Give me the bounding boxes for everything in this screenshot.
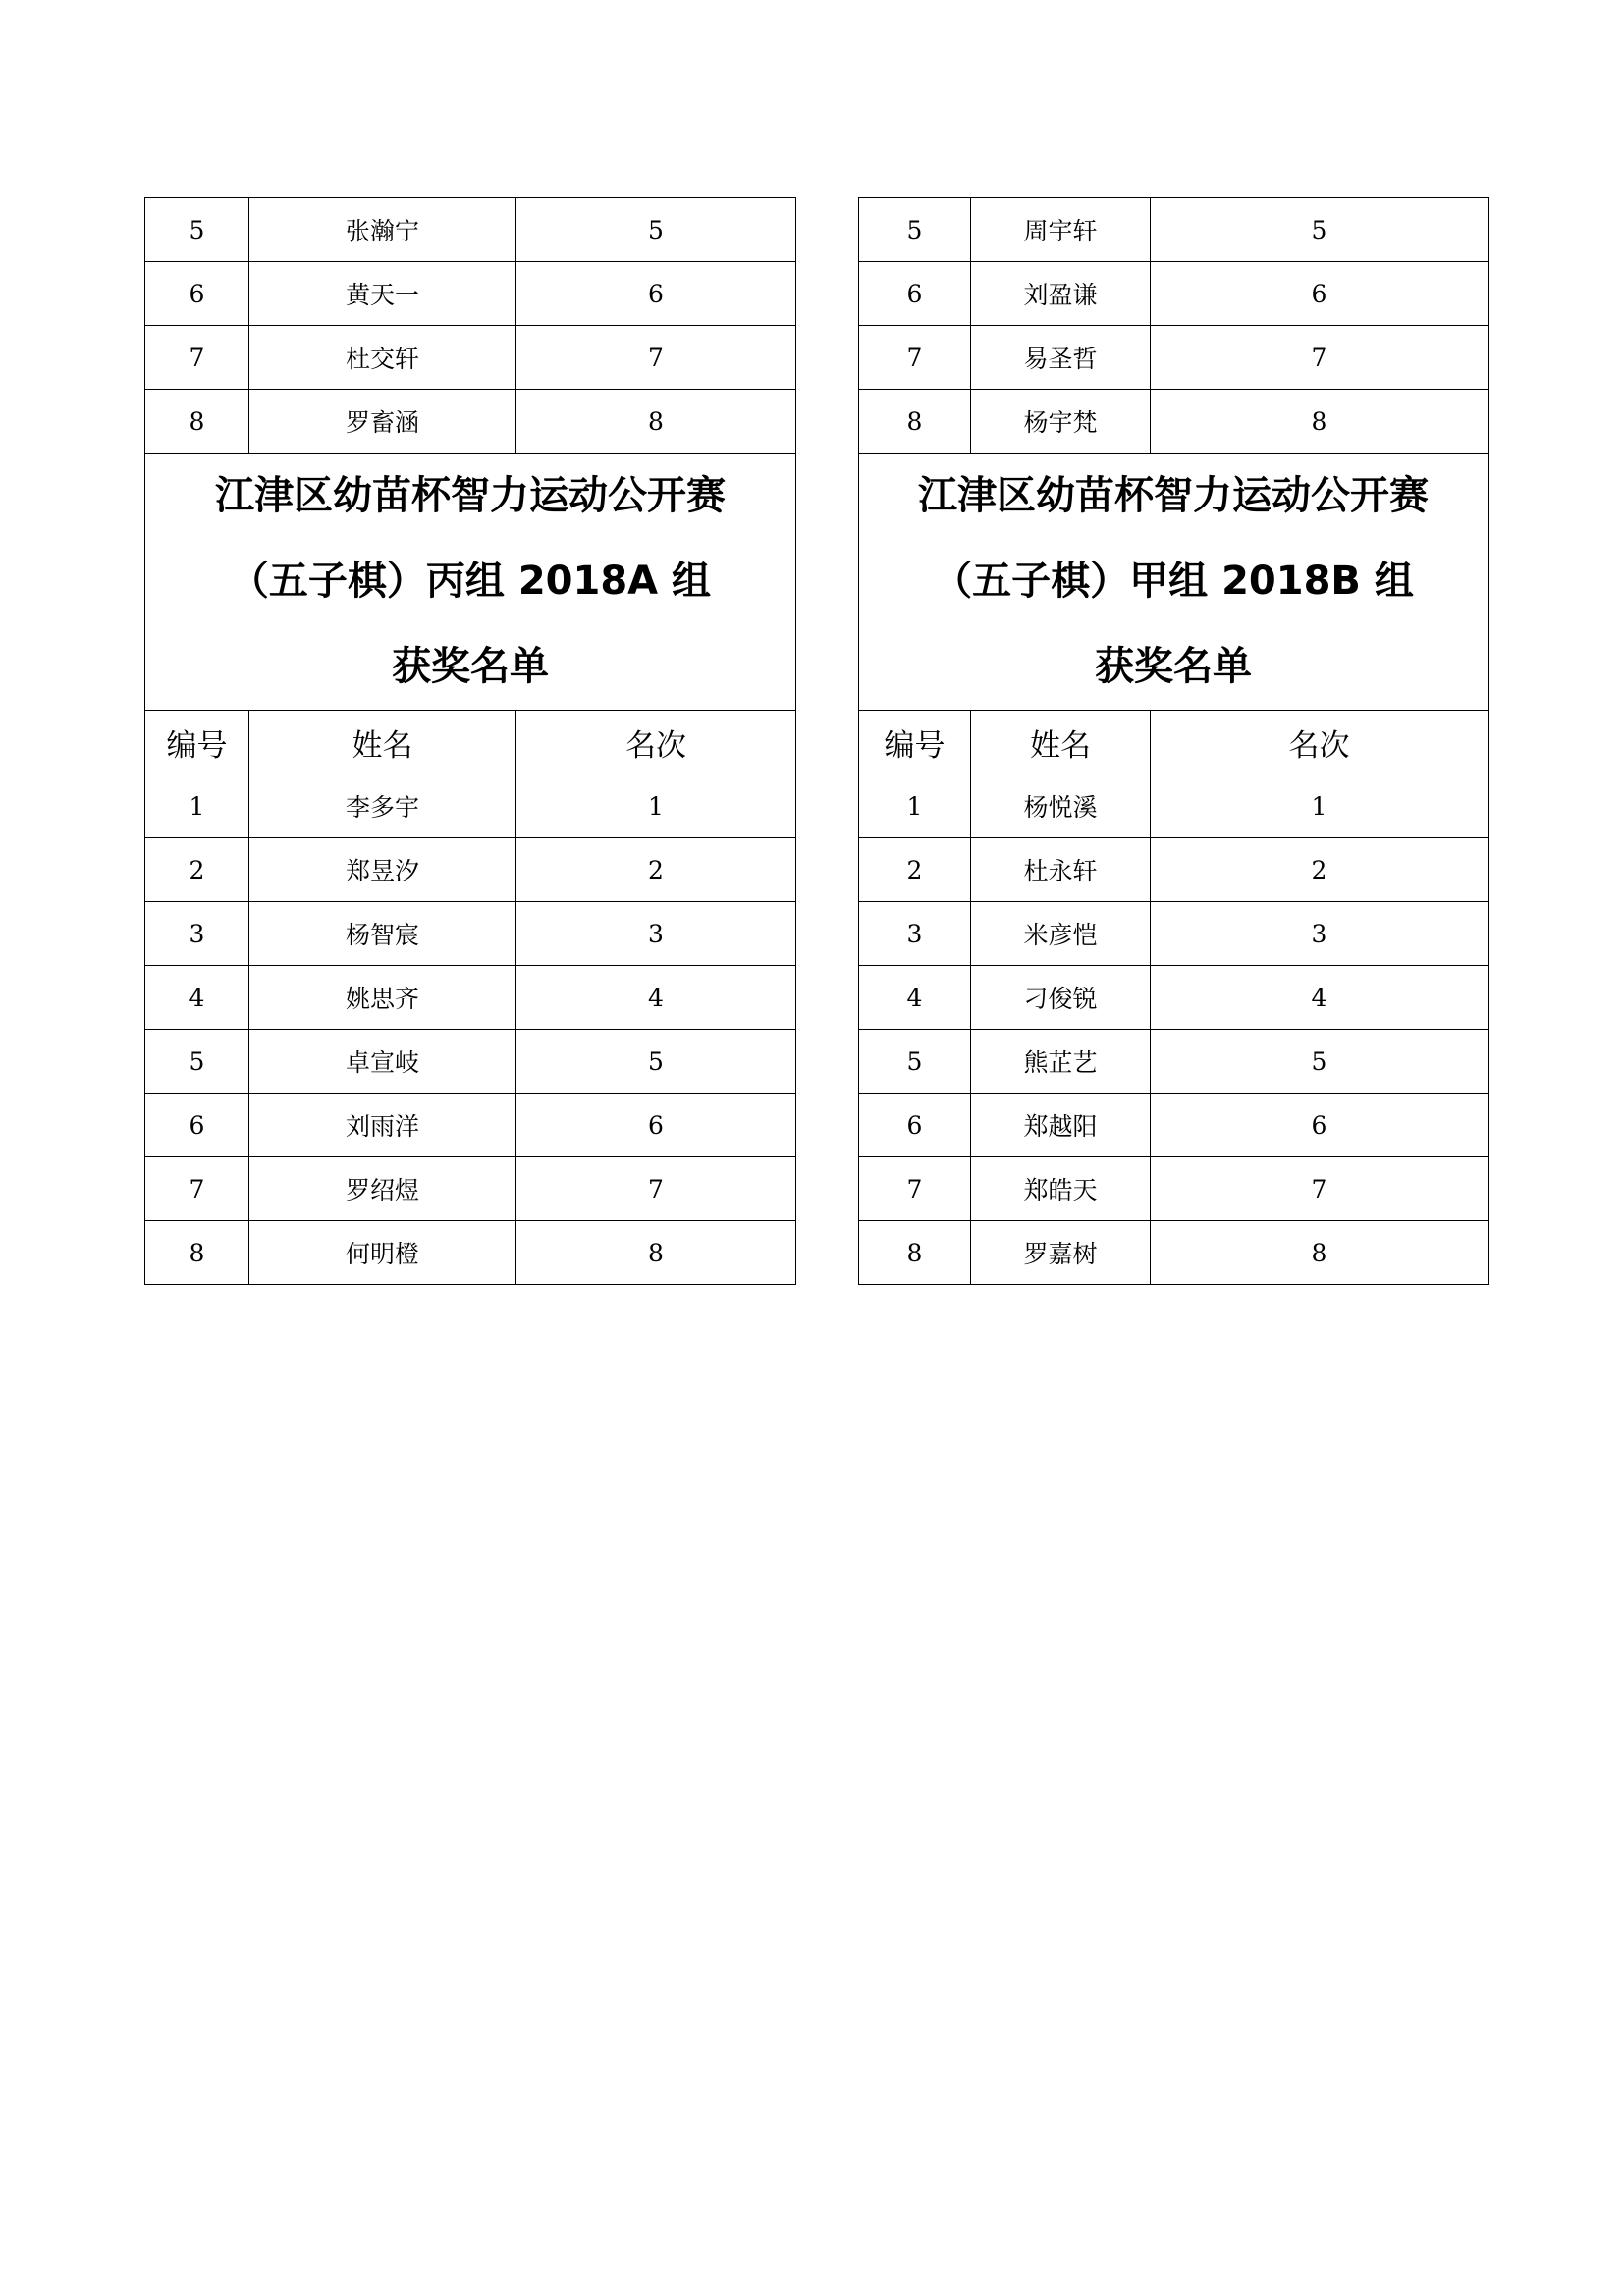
number-cell: 1 [145, 774, 249, 838]
name-cell: 郑越阳 [971, 1094, 1151, 1157]
rank-cell: 5 [516, 198, 796, 262]
table-row [145, 1221, 796, 1285]
number-cell: 5 [859, 1030, 971, 1094]
title-line-competition: 江津区幼苗杯智力运动公开赛 [918, 473, 1429, 518]
table-row [859, 966, 1489, 1030]
rank-cell: 5 [1151, 1030, 1489, 1094]
rank-cell: 7 [516, 326, 796, 390]
name-cell: 易圣哲 [971, 326, 1151, 390]
title-line-group: （五子棋）甲组 2018B 组 [933, 559, 1414, 604]
number-cell: 5 [145, 198, 249, 262]
table-row [145, 262, 796, 326]
number-cell: 1 [859, 774, 971, 838]
table-row [859, 1094, 1489, 1157]
number-cell: 7 [145, 326, 249, 390]
header-name: 姓名 [971, 711, 1151, 774]
number-cell: 3 [859, 902, 971, 966]
table-row [145, 902, 796, 966]
name-cell: 米彦恺 [971, 902, 1151, 966]
rank-cell: 6 [516, 1094, 796, 1157]
title-line-award-list: 获奖名单 [1095, 644, 1252, 689]
left-award-table-wrapper [144, 197, 796, 1285]
table-title [859, 454, 1489, 711]
name-cell: 杨宇梵 [971, 390, 1151, 454]
number-cell: 8 [145, 1221, 249, 1285]
header-rank: 名次 [516, 711, 796, 774]
rank-cell: 5 [516, 1030, 796, 1094]
table-row [145, 326, 796, 390]
rank-cell: 2 [516, 838, 796, 902]
number-cell: 5 [859, 198, 971, 262]
number-cell: 6 [859, 1094, 971, 1157]
name-cell: 杨悦溪 [971, 774, 1151, 838]
rank-cell: 7 [516, 1157, 796, 1221]
left-award-table [144, 197, 796, 1285]
table-header-row [145, 711, 796, 774]
table-row [859, 838, 1489, 902]
rank-cell: 7 [1151, 326, 1489, 390]
name-cell: 杜永轩 [971, 838, 1151, 902]
rank-cell: 8 [516, 1221, 796, 1285]
rank-cell: 6 [1151, 262, 1489, 326]
rank-cell: 6 [1151, 1094, 1489, 1157]
table-row [859, 390, 1489, 454]
table-row [859, 1030, 1489, 1094]
right-award-table [858, 197, 1489, 1285]
table-title-row [859, 454, 1489, 711]
number-cell: 3 [145, 902, 249, 966]
table-row [859, 1157, 1489, 1221]
name-cell: 杜交轩 [249, 326, 516, 390]
header-name: 姓名 [249, 711, 516, 774]
rank-cell: 1 [1151, 774, 1489, 838]
table-row [859, 198, 1489, 262]
name-cell: 罗畜涵 [249, 390, 516, 454]
name-cell: 李多宇 [249, 774, 516, 838]
number-cell: 6 [145, 262, 249, 326]
name-cell: 刘盈谦 [971, 262, 1151, 326]
number-cell: 6 [145, 1094, 249, 1157]
number-cell: 5 [145, 1030, 249, 1094]
name-cell: 郑皓天 [971, 1157, 1151, 1221]
table-row [145, 1157, 796, 1221]
table-row [145, 838, 796, 902]
rank-cell: 3 [516, 902, 796, 966]
number-cell: 6 [859, 262, 971, 326]
name-cell: 姚思齐 [249, 966, 516, 1030]
name-cell: 熊芷艺 [971, 1030, 1151, 1094]
table-row [859, 1221, 1489, 1285]
rank-cell: 4 [516, 966, 796, 1030]
rank-cell: 3 [1151, 902, 1489, 966]
name-cell: 周宇轩 [971, 198, 1151, 262]
table-title [145, 454, 796, 711]
rank-cell: 1 [516, 774, 796, 838]
name-cell: 刁俊锐 [971, 966, 1151, 1030]
rank-cell: 2 [1151, 838, 1489, 902]
name-cell: 何明橙 [249, 1221, 516, 1285]
name-cell: 张瀚宁 [249, 198, 516, 262]
name-cell: 郑昱汐 [249, 838, 516, 902]
number-cell: 7 [859, 1157, 971, 1221]
name-cell: 刘雨洋 [249, 1094, 516, 1157]
number-cell: 8 [145, 390, 249, 454]
table-row [145, 774, 796, 838]
table-row [145, 966, 796, 1030]
table-row [145, 390, 796, 454]
title-line-award-list: 获奖名单 [392, 644, 549, 689]
number-cell: 8 [859, 1221, 971, 1285]
rank-cell: 6 [516, 262, 796, 326]
table-row [859, 774, 1489, 838]
name-cell: 卓宣岐 [249, 1030, 516, 1094]
table-row [859, 902, 1489, 966]
title-line-group: （五子棋）丙组 2018A 组 [229, 559, 712, 604]
name-cell: 罗嘉树 [971, 1221, 1151, 1285]
rank-cell: 7 [1151, 1157, 1489, 1221]
table-row [145, 1030, 796, 1094]
rank-cell: 5 [1151, 198, 1489, 262]
header-number: 编号 [859, 711, 971, 774]
rank-cell: 8 [516, 390, 796, 454]
table-title-row [145, 454, 796, 711]
name-cell: 黄天一 [249, 262, 516, 326]
header-number: 编号 [145, 711, 249, 774]
number-cell: 8 [859, 390, 971, 454]
name-cell: 杨智宸 [249, 902, 516, 966]
table-row [145, 198, 796, 262]
header-rank: 名次 [1151, 711, 1489, 774]
number-cell: 7 [145, 1157, 249, 1221]
number-cell: 7 [859, 326, 971, 390]
title-line-competition: 江津区幼苗杯智力运动公开赛 [215, 473, 726, 518]
number-cell: 4 [145, 966, 249, 1030]
table-row [859, 326, 1489, 390]
rank-cell: 4 [1151, 966, 1489, 1030]
number-cell: 4 [859, 966, 971, 1030]
rank-cell: 8 [1151, 1221, 1489, 1285]
table-row [859, 262, 1489, 326]
name-cell: 罗绍煜 [249, 1157, 516, 1221]
table-row [145, 1094, 796, 1157]
right-award-table-wrapper [858, 197, 1489, 1285]
table-header-row [859, 711, 1489, 774]
number-cell: 2 [859, 838, 971, 902]
number-cell: 2 [145, 838, 249, 902]
rank-cell: 8 [1151, 390, 1489, 454]
